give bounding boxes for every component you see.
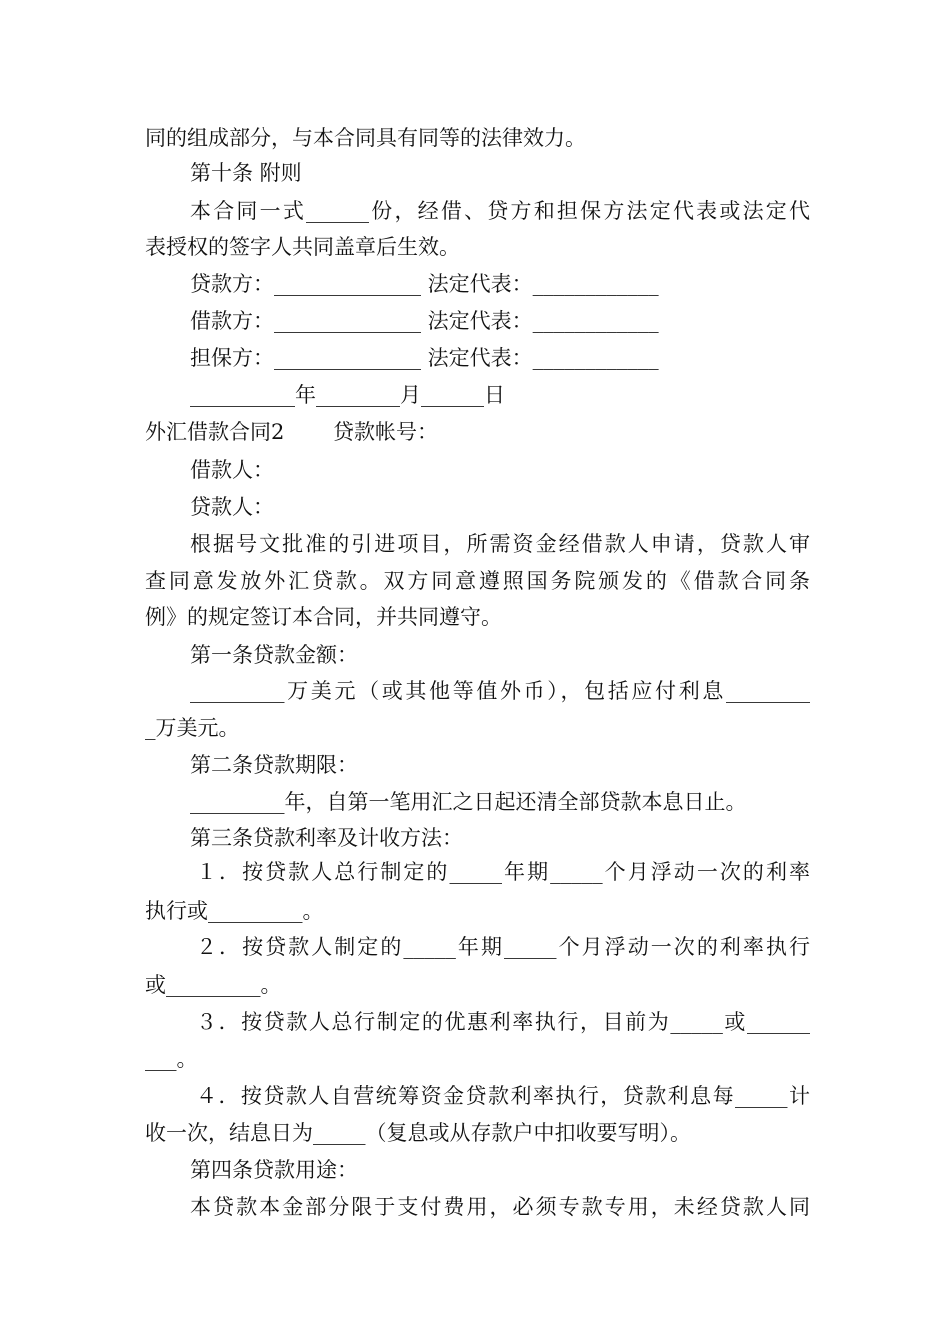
section-heading: 第二条贷款期限： [190,753,358,777]
signature-line-borrower: 借款方：______________ 法定代表：____________ [190,309,659,333]
list-item: ４．按贷款人自营统筹资金贷款利率执行，贷款利息每_____计 [196,1084,810,1108]
text-line: 例》的规定签订本合同，并共同遵守。 [145,605,502,629]
contract-title: 外汇借款合同2 贷款帐号： [145,420,439,444]
text-line: 同的组成部分，与本合同具有同等的法律效力。 [145,126,586,150]
text-line: _________年，自第一笔用汇之日起还清全部贷款本息日止。 [190,790,747,814]
section-heading: 第一条贷款金额： [190,643,358,667]
list-item: １．按贷款人总行制定的_____年期_____个月浮动一次的利率 [196,860,810,884]
section-heading: 第四条贷款用途： [190,1158,358,1182]
list-item: ３．按贷款人总行制定的优惠利率执行，目前为_____或______ [196,1010,810,1034]
text-line: 本合同一式______份，经借、贷方和担保方法定代表或法定代 [190,199,810,223]
text-line: _万美元。 [145,716,240,740]
section-heading: 第三条贷款利率及计收方法： [190,826,463,850]
borrower-label: 借款人： [190,458,274,482]
lender-label: 贷款人： [190,495,274,519]
signature-line-guarantor: 担保方：______________ 法定代表：____________ [190,346,659,370]
text-line: ___。 [145,1047,198,1071]
list-item: ２．按贷款人制定的_____年期_____个月浮动一次的利率执行 [196,935,810,959]
signature-line-lender: 贷款方：______________ 法定代表：____________ [190,272,659,296]
section-heading: 第十条 附则 [190,161,302,185]
text-line: _________万美元（或其他等值外币），包括应付利息________ [190,679,810,703]
text-line: 执行或_________。 [145,899,324,923]
text-line: 根据号文批准的引进项目，所需资金经借款人申请，贷款人审 [190,532,810,556]
text-line: 表授权的签字人共同盖章后生效。 [145,235,460,259]
text-line: 本贷款本金部分限于支付费用，必须专款专用，未经贷款人同 [190,1195,810,1219]
text-line: 或_________。 [145,973,282,997]
text-line: 收一次，结息日为_____（复息或从存款户中扣收要写明）。 [145,1121,691,1145]
date-line: __________年________月______日 [190,383,505,407]
text-line: 查同意发放外汇贷款。双方同意遵照国务院颁发的《借款合同条 [145,569,810,593]
